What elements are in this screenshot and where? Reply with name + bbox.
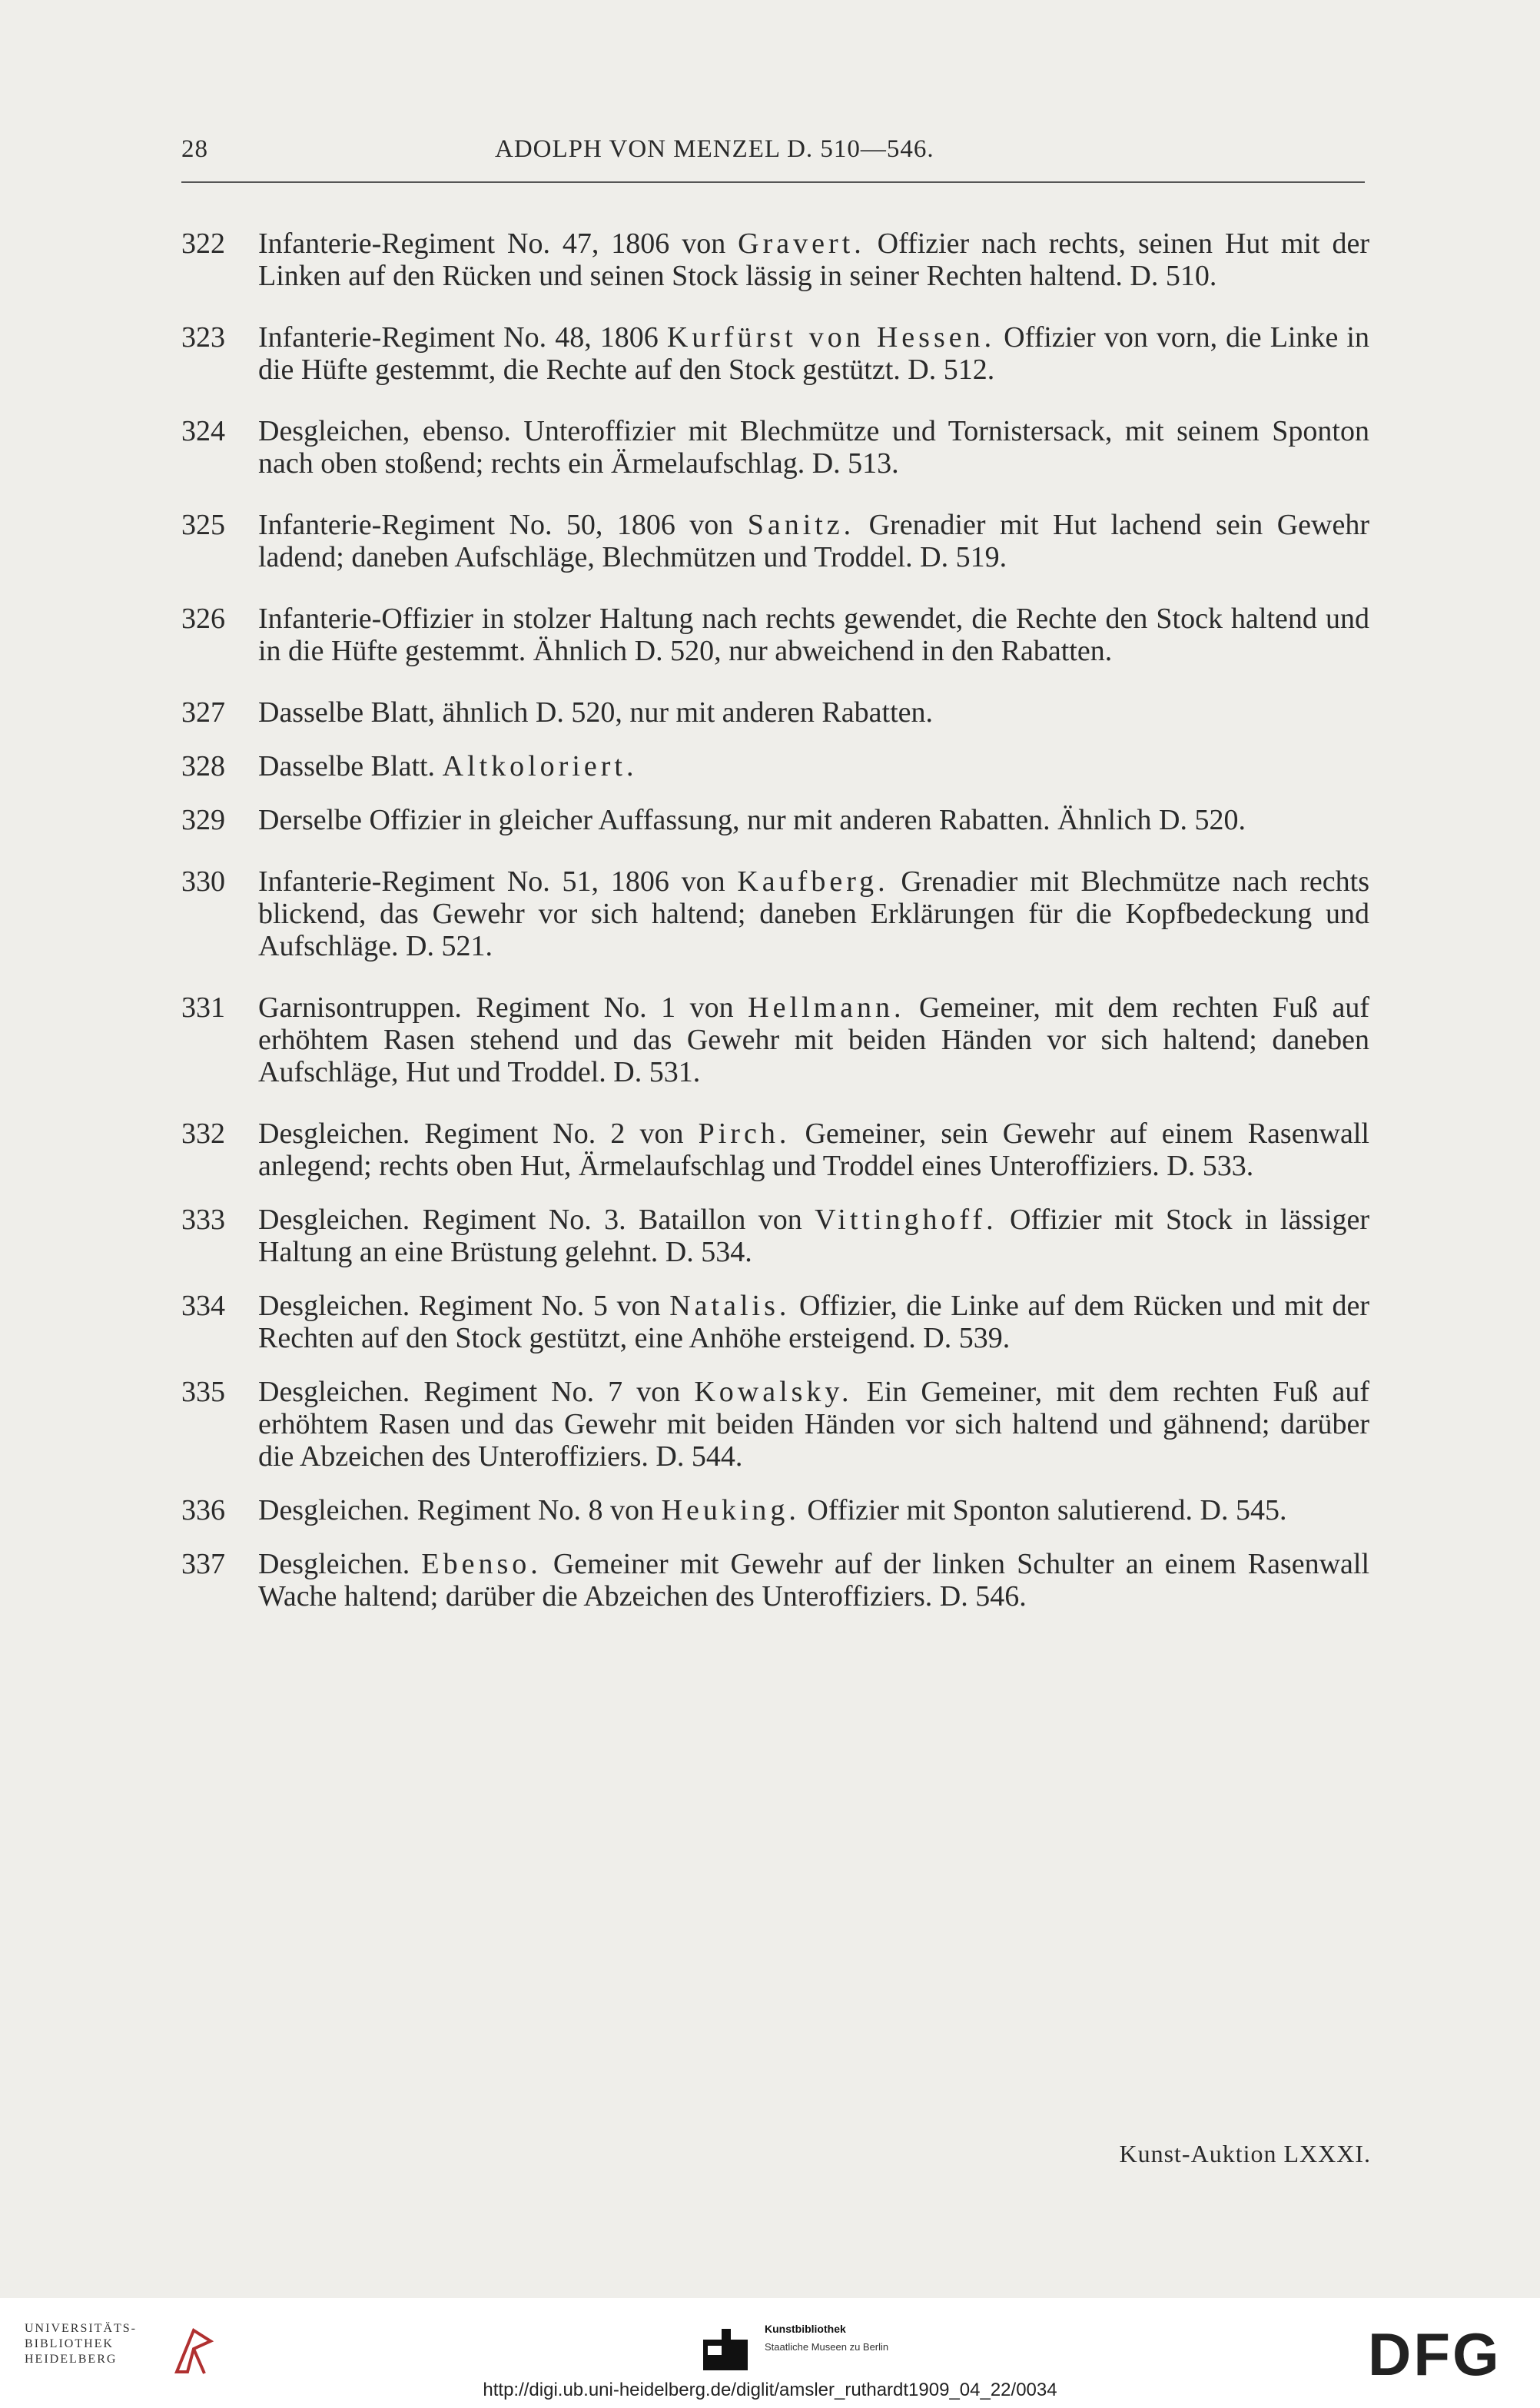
entry-text: Desgleichen. (258, 1548, 422, 1580)
entry-text-continued: Grenadier mit Blechmütze nach rechts blickend, das Gewehr vor sich haltend; daneben Erklärungen für die Kopfbedeckung und Aufschläge. D. 521. (258, 865, 1370, 962)
catalog-entry (181, 1204, 1369, 1268)
entry-text: Dasselbe Blatt. (258, 750, 443, 782)
entry-spaced-name: Vittinghoff. (815, 1204, 997, 1236)
entry-number: 329 (181, 804, 225, 836)
entry-number: 322 (181, 228, 225, 260)
entry-number: 327 (181, 696, 225, 729)
kunstbibliothek-icon (703, 2329, 748, 2370)
kunstbibliothek-logo[interactable] (703, 2317, 980, 2378)
entry-number: 326 (181, 603, 225, 635)
catalog-entry (181, 509, 1369, 573)
catalog-entry (181, 1376, 1369, 1473)
catalog-entry (181, 603, 1369, 667)
entry-text-continued: Offizier mit Sponton salutierend. D. 545. (799, 1494, 1287, 1526)
entry-text-continued: Offizier nach rechts, seinen Hut mit der Linken auf den Rücken und seinen Stock lässig in seiner Rechten haltend. D. 510. (258, 228, 1369, 292)
entry-spaced-name: Kaufberg. (737, 865, 889, 898)
entry-spaced-name: Gravert. (738, 228, 865, 260)
catalog-entry (181, 865, 1369, 962)
entry-spaced-name: Kurfürst von Hessen. (666, 321, 996, 354)
entry-number: 325 (181, 509, 225, 541)
university-library-logo[interactable] (25, 2321, 209, 2383)
entry-spaced-name: Natalis. (669, 1290, 791, 1322)
entry-text-continued: Offizier von vorn, die Linke in die Hüfte gestemmt, die Rechte auf den Stock gestützt. D. 512. (258, 321, 1369, 386)
catalog-entry (181, 1118, 1369, 1182)
catalog-entry (181, 750, 1369, 782)
catalog-entry (181, 228, 1369, 292)
entry-number: 330 (181, 865, 225, 898)
entry-text: Desgleichen. Regiment No. 7 von (258, 1376, 695, 1408)
entry-spaced-name: Heuking. (661, 1494, 800, 1526)
entry-number: 323 (181, 321, 225, 354)
digitization-footer-bar (0, 2298, 1540, 2408)
entry-text: Infanterie-Regiment No. 50, 1806 von (258, 509, 748, 541)
entry-text-continued: Gemeiner, sein Gewehr auf einem Rasenwall anlegend; rechts oben Hut, Ärmelaufschlag und Troddel eines Unteroffiziers. D. 533. (258, 1118, 1369, 1182)
catalog-entry (181, 415, 1369, 480)
entry-text: Desgleichen. Regiment No. 3. Bataillon von (258, 1204, 815, 1236)
entry-text: Desgleichen. Regiment No. 5 von (258, 1290, 670, 1322)
entry-spaced-name: Kowalsky. (694, 1376, 853, 1408)
page-header (181, 131, 1365, 177)
catalog-entry (181, 1548, 1369, 1613)
entry-text: Derselbe Offizier in gleicher Auffassung, nur mit anderen Rabatten. Ähnlich D. 520. (258, 804, 1246, 836)
catalog-entry (181, 991, 1369, 1088)
catalog-entry (181, 1494, 1369, 1526)
entry-text-continued: Offizier, die Linke auf dem Rücken und mit der Rechten auf den Stock gestützt, eine Anhöhe ersteigend. D. 539. (258, 1290, 1369, 1354)
header-divider (181, 181, 1365, 183)
entry-text: Desgleichen, ebenso. Unteroffizier mit Blechmütze und Tornistersack, mit seinem Sponton nach oben stoßend; rechts ein Ärmelaufschlag. D. 513. (258, 415, 1369, 480)
entry-number: 324 (181, 415, 225, 447)
entry-number: 333 (181, 1204, 225, 1236)
entry-text: Garnisontruppen. Regiment No. 1 von (258, 991, 748, 1024)
entry-text-continued: Offizier mit Stock in lässiger Haltung an eine Brüstung gelehnt. D. 534. (258, 1204, 1369, 1268)
entry-text: Infanterie-Regiment No. 51, 1806 von (258, 865, 738, 898)
catalog-entry (181, 1290, 1369, 1354)
kunstbibliothek-subtitle: Staatliche Museen zu Berlin (765, 2341, 889, 2353)
page-number: 28 (181, 135, 208, 163)
entry-spaced-name: Pirch. (698, 1118, 791, 1150)
permalink-url[interactable]: http://digi.ub.uni-heidelberg.de/diglit/amsler_ruthardt1909_04_22/0034 (483, 2380, 1057, 2400)
entry-spaced-name: Sanitz. (747, 509, 855, 541)
catalog-entry (181, 804, 1369, 836)
entry-text: Infanterie-Regiment No. 48, 1806 (258, 321, 667, 354)
uni-logo-line-3: HEIDELBERG (25, 2353, 118, 2366)
entry-spaced-name: Hellmann. (748, 991, 905, 1024)
catalog-entry (181, 696, 1369, 729)
entry-text-continued: Ein Gemeiner, mit dem rechten Fuß auf erhöhtem Rasen und das Gewehr mit beiden Händen vor sich haltend und gähnend; darüber die Abzeichen des Unteroffiziers. D. 544. (258, 1376, 1369, 1473)
entry-text: Infanterie-Offizier in stolzer Haltung nach rechts gewendet, die Rechte den Stock haltend und in die Hüfte gestemmt. Ähnlich D. 520, nur abweichend in den Rabatten. (258, 603, 1369, 667)
entry-text-continued: Gemeiner, mit dem rechten Fuß auf erhöhtem Rasen stehend und das Gewehr mit beiden Händen vor sich haltend; daneben Aufschläge, Hut und Troddel. D. 531. (258, 991, 1369, 1088)
entry-number: 332 (181, 1118, 225, 1150)
entry-text: Desgleichen. Regiment No. 8 von (258, 1494, 662, 1526)
entry-spaced-name: Altkoloriert. (442, 750, 638, 782)
uni-emblem-icon (171, 2326, 217, 2380)
entry-text: Infanterie-Regiment No. 47, 1806 von (258, 228, 738, 260)
catalog-entry (181, 321, 1369, 386)
entry-text-continued: Gemeiner mit Gewehr auf der linken Schulter an einem Rasenwall Wache haltend; darüber die Abzeichen des Unteroffiziers. D. 546. (258, 1548, 1370, 1613)
entry-text: Desgleichen. Regiment No. 2 von (258, 1118, 699, 1150)
running-title: ADOLPH VON MENZEL D. 510—546. (495, 135, 934, 163)
entry-text-continued: Grenadier mit Hut lachend sein Gewehr ladend; daneben Aufschläge, Blechmützen und Troddel. D. 519. (258, 509, 1369, 573)
entry-number: 336 (181, 1494, 225, 1526)
catalog-entries (181, 228, 1369, 1613)
entry-number: 331 (181, 991, 225, 1024)
entry-spaced-name: Ebenso. (421, 1548, 542, 1580)
entry-number: 337 (181, 1548, 225, 1580)
dfg-logo[interactable]: DFG (1368, 2320, 1502, 2388)
footer-note: Kunst-Auktion LXXXI. (1119, 2140, 1371, 2167)
entry-number: 328 (181, 750, 225, 782)
entry-text: Dasselbe Blatt, ähnlich D. 520, nur mit anderen Rabatten. (258, 696, 933, 729)
entry-number: 335 (181, 1376, 225, 1408)
entry-number: 334 (181, 1290, 225, 1322)
uni-logo-line-2: BIBLIOTHEK (25, 2337, 114, 2350)
uni-logo-line-1: UNIVERSITÄTS- (25, 2322, 137, 2335)
kunstbibliothek-name: Kunstbibliothek (765, 2323, 846, 2335)
